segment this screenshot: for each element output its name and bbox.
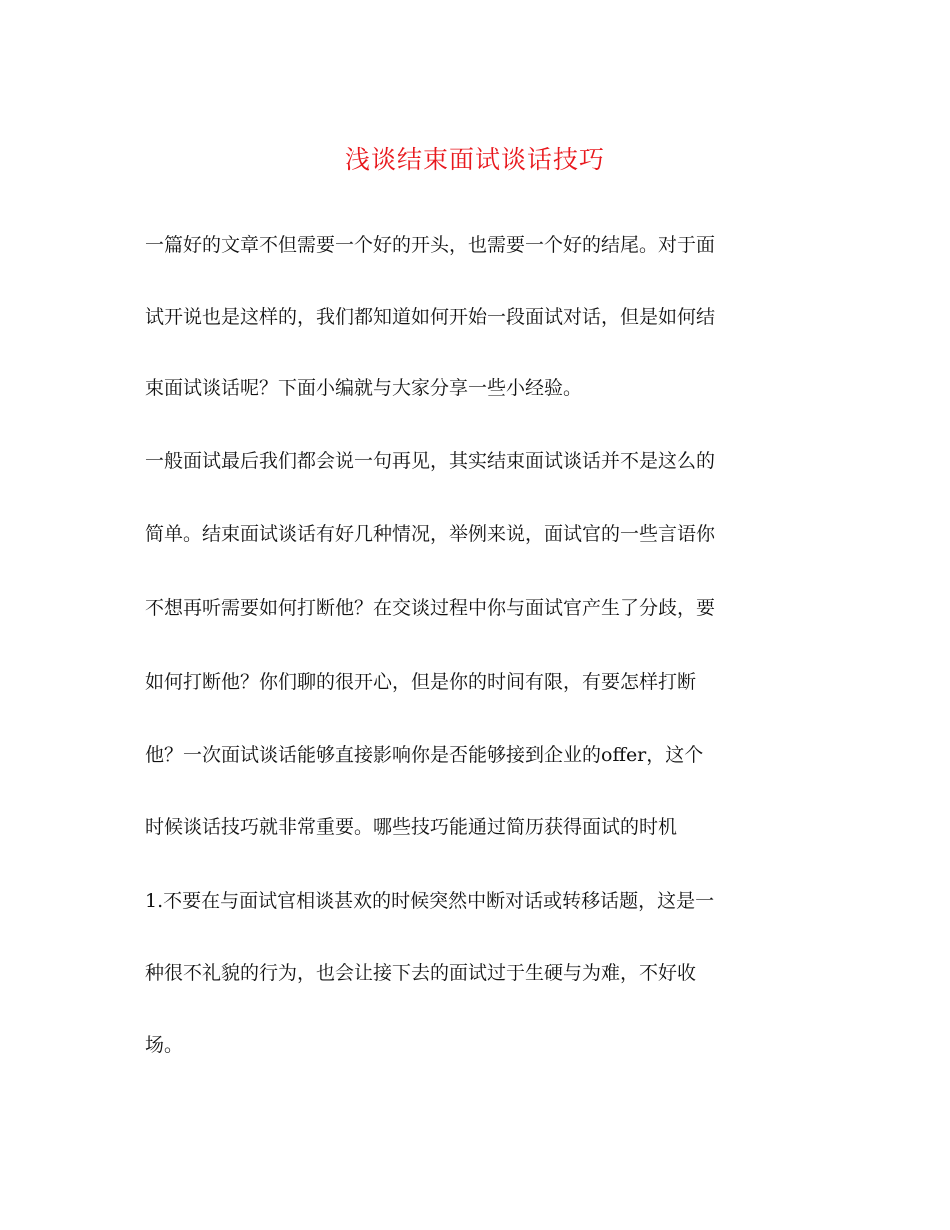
body-line: 一篇好的文章不但需要一个好的开头，也需要一个好的结尾。对于面: [145, 234, 716, 256]
body-line: 场。: [145, 1034, 184, 1056]
body-line: 不想再听需要如何打断他？在交谈过程中你与面试官产生了分歧，要: [145, 597, 716, 619]
body-line: 简单。结束面试谈话有好几种情况，举例来说，面试官的一些言语你: [145, 523, 716, 545]
body-line: 1.不要在与面试官相谈甚欢的时候突然中断对话或转移话题，这是一: [145, 890, 715, 912]
body-line: 试开说也是这样的，我们都知道如何开始一段面试对话，但是如何结: [145, 306, 716, 328]
body-line: 束面试谈话呢？下面小编就与大家分享一些小经验。: [145, 377, 583, 399]
body-line: 他？一次面试谈话能够直接影响你是否能够接到企业的offer，这个: [145, 744, 704, 766]
body-line: 种很不礼貌的行为，也会让接下去的面试过于生硬与为难，不好收: [145, 962, 697, 984]
body-line: 一般面试最后我们都会说一句再见，其实结束面试谈话并不是这么的: [145, 450, 716, 472]
document-title: 浅谈结束面试谈话技巧: [344, 145, 605, 174]
body-line: 如何打断他？你们聊的很开心，但是你的时间有限，有要怎样打断: [145, 671, 697, 693]
body-line: 时候谈话技巧就非常重要。哪些技巧能通过简历获得面试的时机: [145, 816, 678, 838]
